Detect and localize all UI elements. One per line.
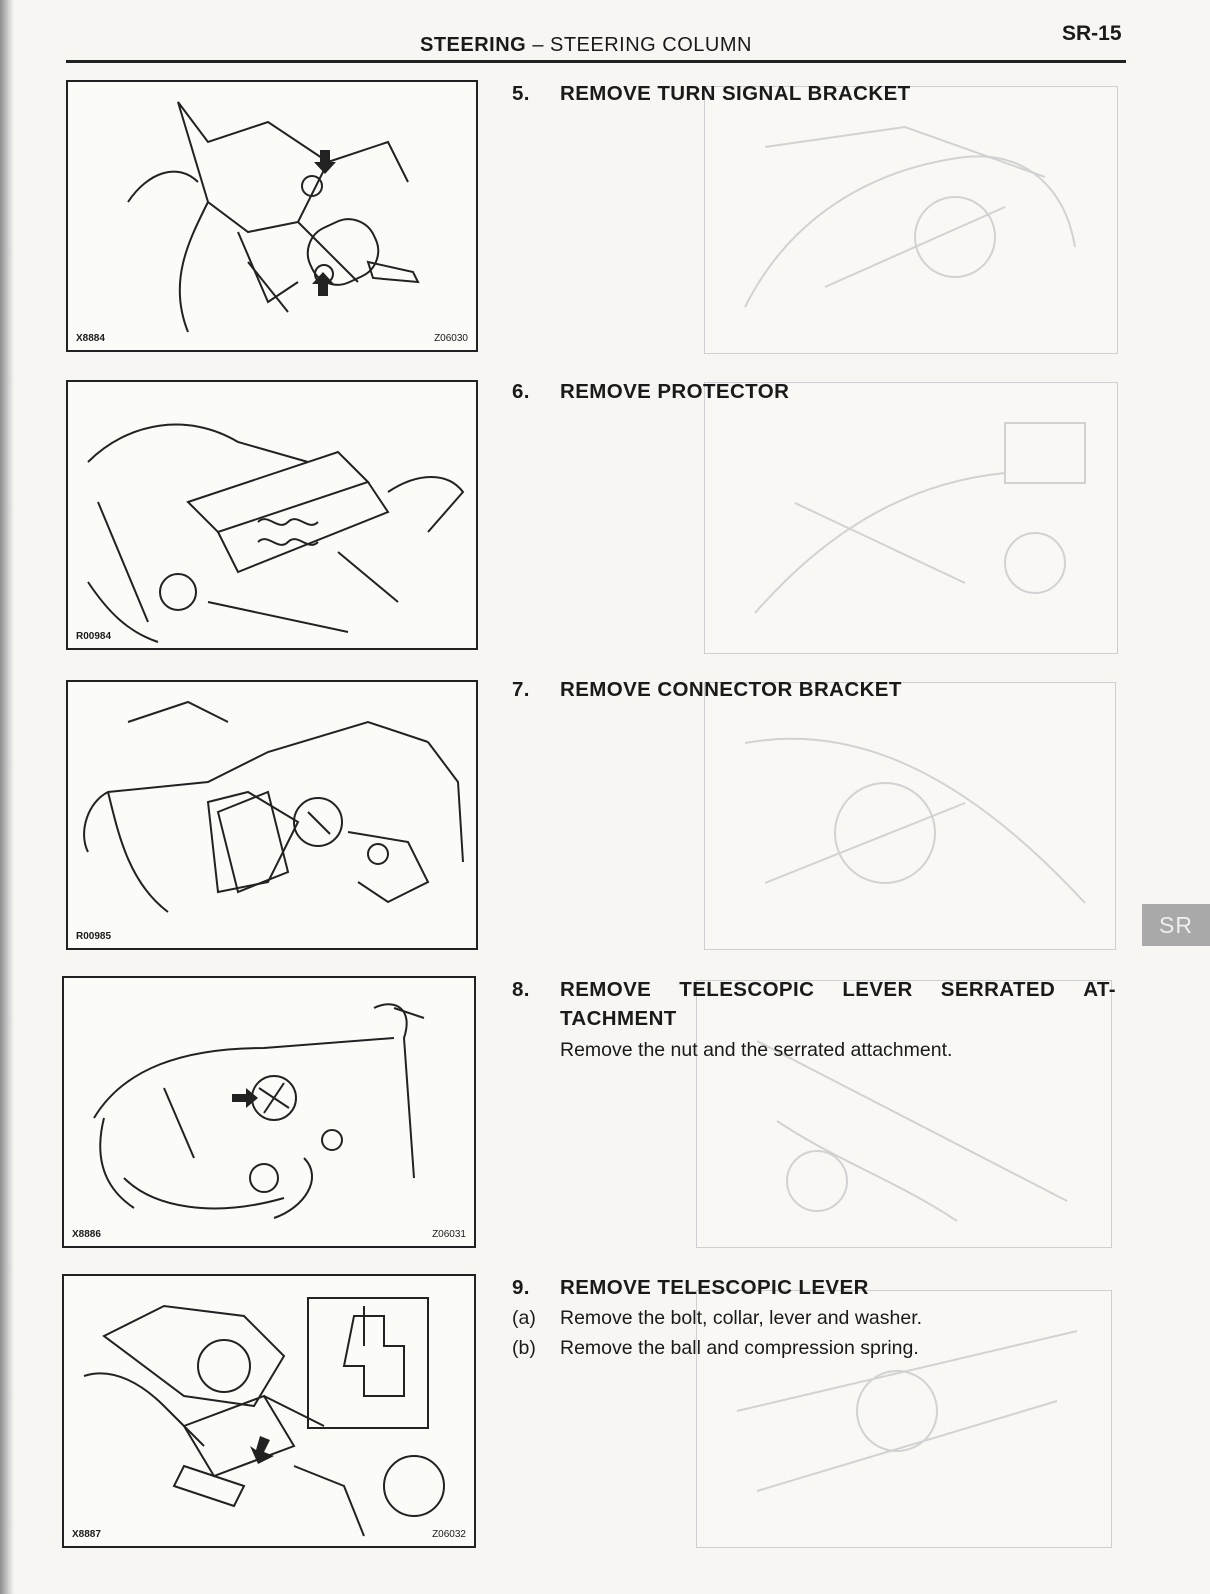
step-6-heading (512, 380, 789, 404)
step-title: REMOVE PROTECTOR (560, 380, 790, 403)
step-title-word: REMOVE (560, 978, 652, 1001)
step-number: 7. (512, 678, 530, 701)
bleed-through-sketch-2 (705, 383, 1117, 653)
figure-code: R00985 (76, 931, 112, 942)
step-title-word: SERRATED (940, 978, 1056, 1001)
bleed-through-sketch-1 (705, 87, 1117, 353)
step-title-word: AT- (1083, 978, 1116, 1001)
bleed-through-sketch-3 (705, 683, 1115, 949)
figure-code: X8886 (72, 1229, 101, 1240)
figure-connector-bracket (66, 680, 478, 950)
figure-telescopic-lever (62, 1274, 476, 1548)
section-title: STEERING (420, 34, 527, 56)
bleed-through-sketch-4 (697, 981, 1111, 1247)
subsection-title: STEERING COLUMN (550, 34, 752, 56)
step-title-word: LEVER (842, 978, 913, 1001)
figure-code: X8884 (76, 333, 105, 344)
bleed-through-figure-3 (704, 682, 1116, 950)
connector-bracket-illustration (68, 682, 476, 948)
substep-text: Remove the ball and compression spring. (560, 1337, 919, 1359)
step-number: 6. (512, 380, 530, 403)
header-rule (66, 60, 1126, 63)
turn-signal-bracket-illustration (68, 82, 476, 350)
figure-code: X8887 (72, 1529, 101, 1540)
page-number: SR-15 (1062, 22, 1122, 45)
figure-code: R00984 (76, 631, 112, 642)
page-header-title (420, 34, 752, 57)
header-dash: – (532, 34, 544, 56)
page-edge-shadow (0, 0, 14, 1594)
step-title-word: TELESCOPIC (679, 978, 815, 1001)
telescopic-lever-illustration (64, 1276, 474, 1546)
step-title-line-1 (560, 978, 1116, 1002)
substep-label: (b) (512, 1337, 536, 1359)
step-title: REMOVE TELESCOPIC LEVER (560, 1276, 869, 1299)
figure-ref: Z06031 (432, 1229, 466, 1240)
bleed-through-figure-1 (704, 86, 1118, 354)
step-title: REMOVE CONNECTOR BRACKET (560, 678, 902, 701)
figure-turn-signal-bracket (66, 80, 478, 352)
bleed-through-figure-2 (704, 382, 1118, 654)
step-title-line-2: TACHMENT (560, 1007, 677, 1030)
step-8-heading (512, 978, 1116, 1002)
step-7-heading (512, 678, 902, 702)
substep-text: Remove the bolt, collar, lever and washer. (560, 1307, 923, 1329)
step-9-heading (512, 1276, 869, 1300)
step-9-substep-b (512, 1337, 919, 1360)
step-9-substep-a (512, 1307, 922, 1330)
step-number: 5. (512, 82, 530, 105)
step-5-heading (512, 82, 911, 106)
bleed-through-figure-4 (696, 980, 1112, 1248)
serrated-attachment-illustration (64, 978, 474, 1246)
protector-illustration (68, 382, 476, 648)
section-tab: SR (1142, 904, 1210, 946)
step-title: REMOVE TURN SIGNAL BRACKET (560, 82, 911, 105)
figure-serrated-attachment (62, 976, 476, 1248)
step-number: 8. (512, 978, 530, 1001)
step-8-instruction: Remove the nut and the serrated attachment. (560, 1039, 953, 1061)
substep-label: (a) (512, 1307, 536, 1329)
step-number: 9. (512, 1276, 530, 1299)
figure-ref: Z06030 (434, 333, 468, 344)
figure-protector (66, 380, 478, 650)
figure-ref: Z06032 (432, 1529, 466, 1540)
